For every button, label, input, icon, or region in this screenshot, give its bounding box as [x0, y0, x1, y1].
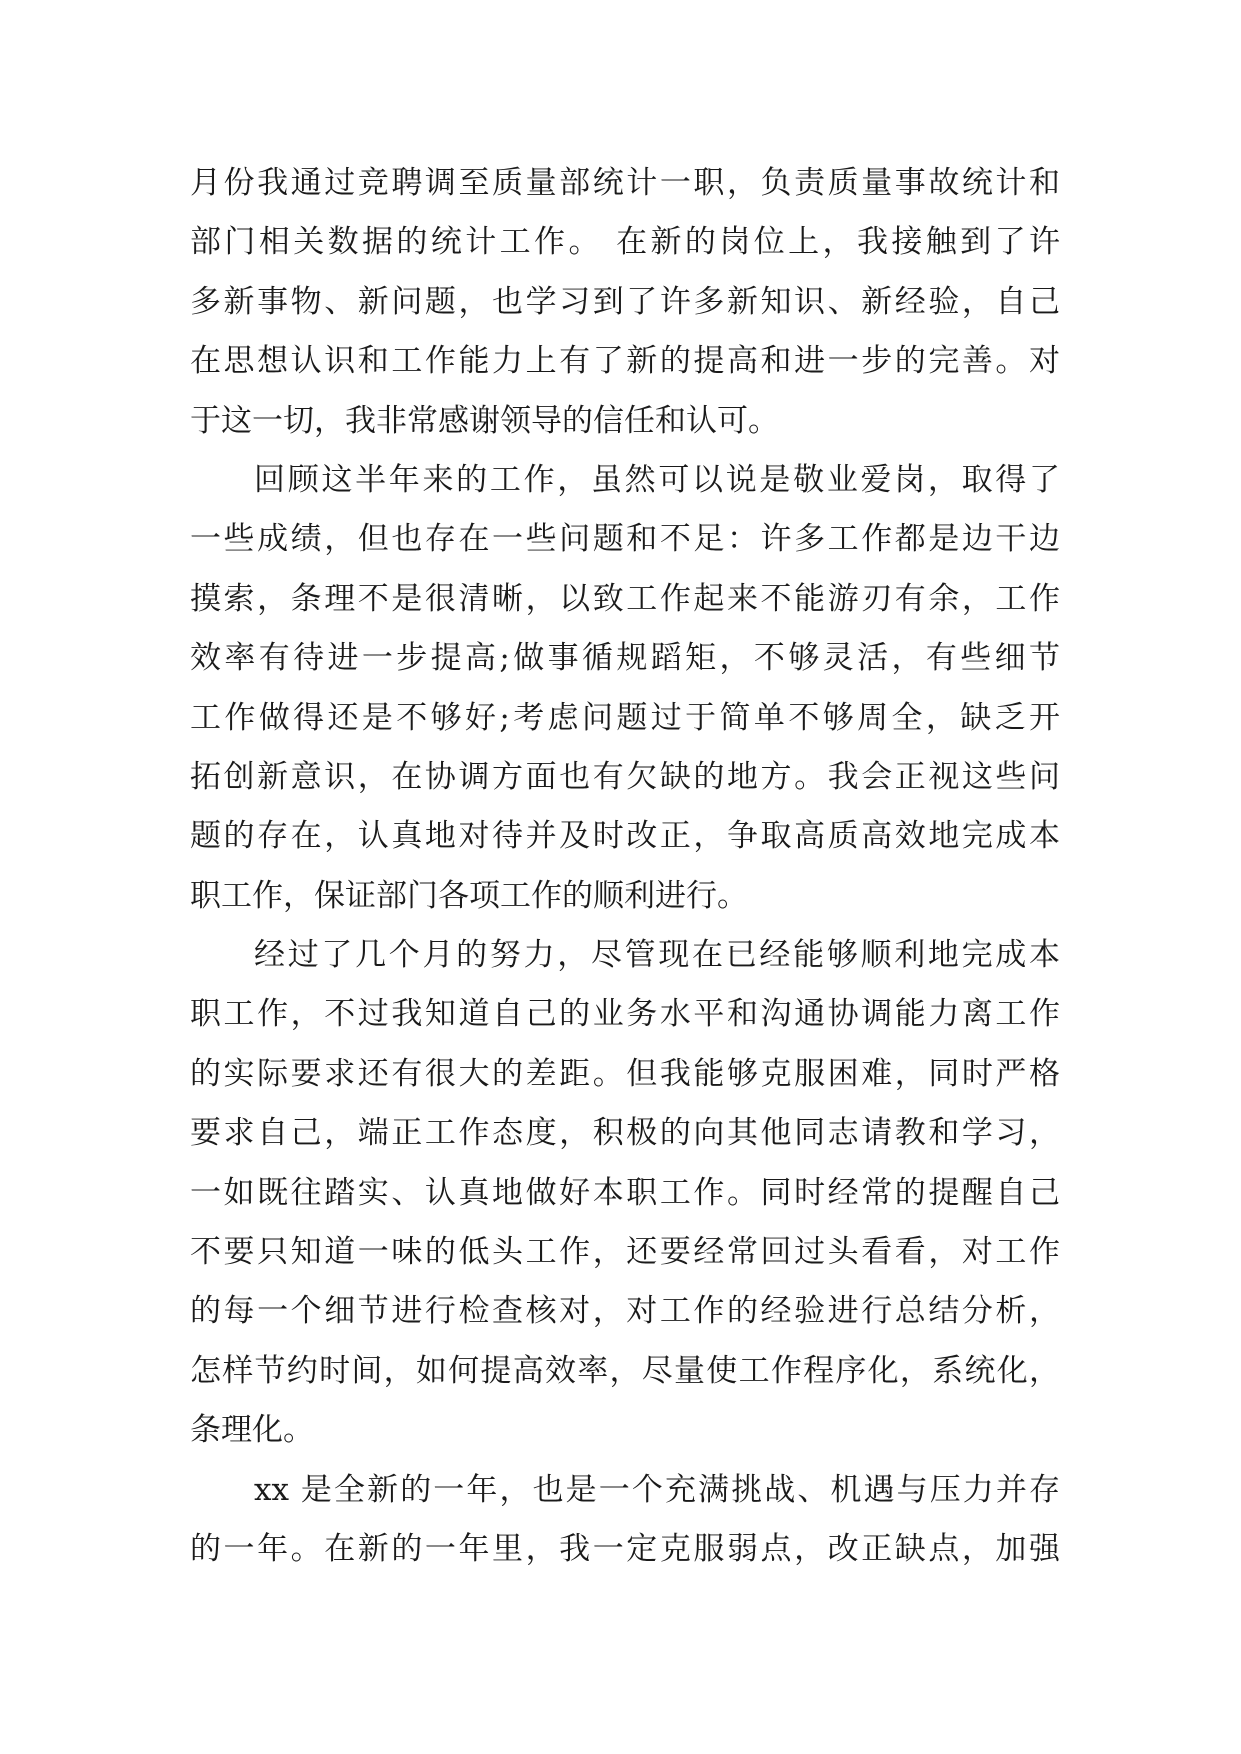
text-line: 题的存在，认真地对待并及时改正，争取高质高效地完成本 — [190, 818, 1060, 855]
paragraph-first-line: xx 是全新的一年，也是一个充满挑战、机遇与压力并存 — [254, 1471, 1060, 1508]
text-line: 多新事物、新问题，也学习到了许多新知识、新经验，自己 — [190, 283, 1060, 320]
text-line: 职工作，保证部门各项工作的顺利进行。 — [190, 877, 748, 914]
text-line: 一如既往踏实、认真地做好本职工作。同时经常的提醒自己 — [190, 1174, 1060, 1211]
document-body — [190, 154, 1060, 1579]
text-line: 效率有待进一步提高;做事循规蹈矩，不够灵活，有些细节 — [190, 640, 1060, 677]
text-line: 的每一个细节进行检查核对，对工作的经验进行总结分析， — [190, 1293, 1060, 1330]
text-line: 怎样节约时间，如何提高效率，尽量使工作程序化，系统化， — [190, 1352, 1060, 1389]
text-line: 要求自己，端正工作态度，积极的向其他同志请教和学习， — [190, 1115, 1060, 1152]
text-line: 不要只知道一味的低头工作，还要经常回过头看看，对工作 — [190, 1234, 1060, 1271]
paragraph-first-line: 经过了几个月的努力，尽管现在已经能够顺利地完成本 — [254, 937, 1060, 974]
text-line: 的实际要求还有很大的差距。但我能够克服困难，同时严格 — [190, 1055, 1060, 1092]
text-line: 于这一切，我非常感谢领导的信任和认可。 — [190, 402, 779, 439]
text-line: 一些成绩，但也存在一些问题和不足：许多工作都是边干边 — [190, 521, 1060, 558]
text-line: 在思想认识和工作能力上有了新的提高和进一步的完善。对 — [190, 343, 1060, 380]
paragraph-first-line: 回顾这半年来的工作，虽然可以说是敬业爱岗，取得了 — [254, 461, 1060, 498]
text-line: 职工作，不过我知道自己的业务水平和沟通协调能力离工作 — [190, 996, 1060, 1033]
text-line: 部门相关数据的统计工作。 在新的岗位上，我接触到了许 — [190, 224, 1060, 261]
text-line: 拓创新意识，在协调方面也有欠缺的地方。我会正视这些问 — [190, 758, 1060, 795]
text-line: 月份我通过竞聘调至质量部统计一职，负责质量事故统计和 — [190, 165, 1060, 201]
text-line: 的一年。在新的一年里，我一定克服弱点，改正缺点，加强 — [190, 1530, 1060, 1567]
text-line: 摸索，条理不是很清晰，以致工作起来不能游刃有余，工作 — [190, 580, 1060, 617]
text-line: 条理化。 — [190, 1412, 314, 1449]
text-line: 工作做得还是不够好;考虑问题过于简单不够周全，缺乏开 — [190, 699, 1060, 736]
